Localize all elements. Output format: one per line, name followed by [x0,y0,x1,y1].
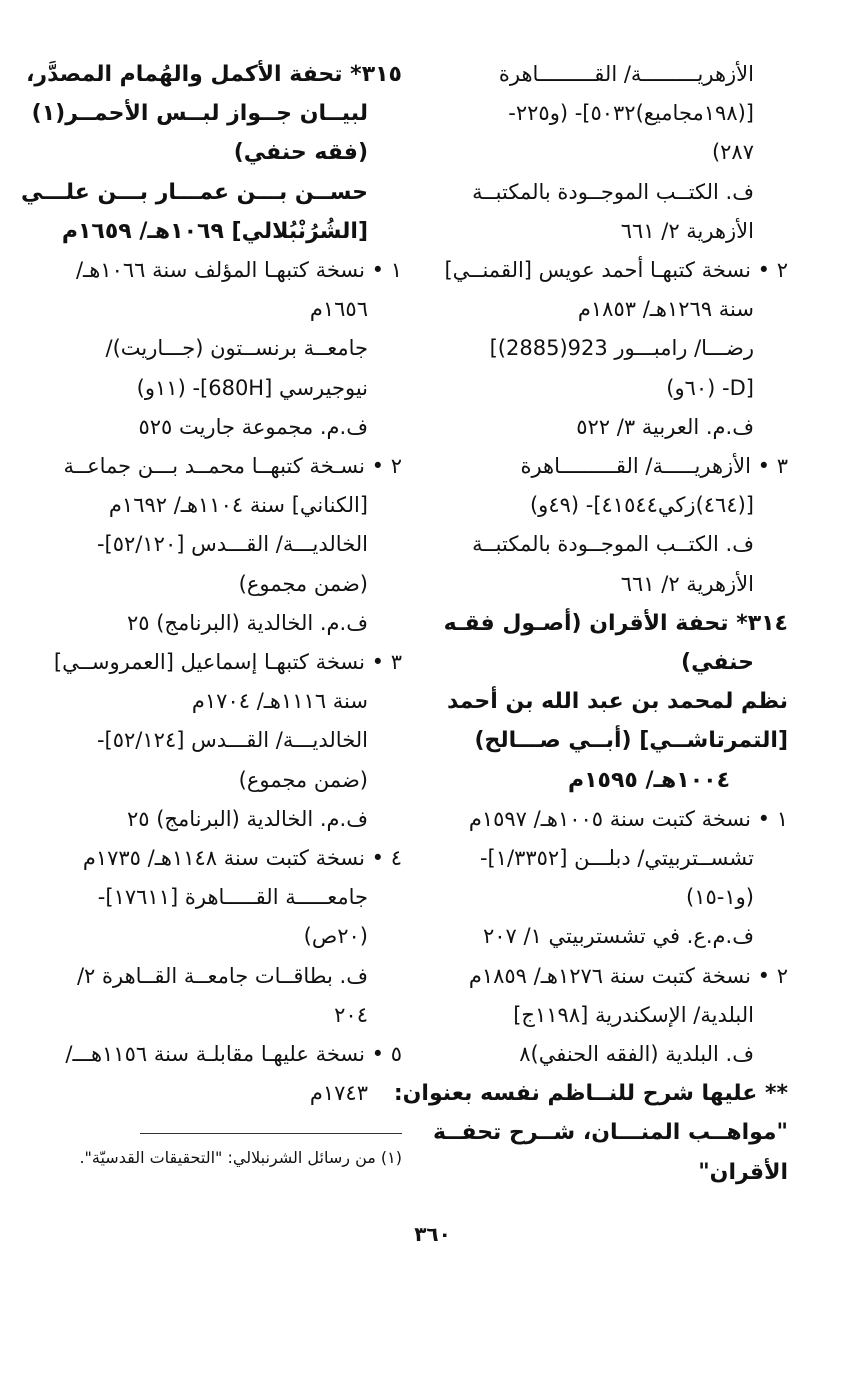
text-line: ١٧٤٣م [309,1081,368,1106]
text-line: حنفي) [681,650,754,676]
text-line: [(١٩٨مجاميع)٥٠٣٢]- (و٢٢٥- [508,101,754,126]
text-line: [الشُرُنْبُلالي] ١٠٦٩هـ/ ١٦٥٩م [61,218,368,244]
left-column [20,55,402,1113]
text-line: ٤ • نسخة كتبت سنة ١١٤٨هـ/ ١٧٣٥م [82,846,402,871]
text-line: تشســتربيتي/ دبلـــن [١/٣٣٥٢]- [479,846,754,871]
text-line: (ضمن مجموع) [238,767,368,792]
text-line: الأقران" [698,1159,788,1185]
text-line: ف.م.ع. في تشستربيتي ١/ ٢٠٧ [482,924,754,949]
text-line: الخالديـــة/ القـــدس [٥٢/١٢٠]- [96,532,368,557]
text-line: الخالديـــة/ القـــدس [٥٢/١٢٤]- [96,728,368,753]
text-line: ٥ • نسخة عليهـا مقابلـة سنة ١١٥٦هـــ/ [65,1042,402,1067]
text-line: ١٦٥٦م [309,297,368,322]
text-line: ف.م. الخالدية (البرنامج) ٢٥ [126,806,368,831]
text-line: سنة ١١١٦هـ/ ١٧٠٤م [191,689,368,714]
text-line: نيوجيرسي [680H]- (١١و) [136,375,368,400]
text-line: ١٠٠٤هـ/ ١٥٩٥م [567,767,730,793]
text-line: ف. بطاقــات جامعــة القــاهرة ٢/ [76,963,368,988]
text-line: جامعــة برنســتون (جـــاريت)/ [105,336,368,361]
text-line: ٢ • نسخة كتبت سنة ١٢٧٦هـ/ ١٨٥٩م [468,963,788,988]
text-line: (٢٠ص) [303,924,368,949]
text-line: [الكناني] سنة ١١٠٤هـ/ ١٦٩٢م [108,493,368,518]
text-line: [D- (٦٠و) [666,375,754,400]
text-line: حســن بـــن عمـــار بـــن علـــي [20,179,368,205]
text-line: (و١-١٥) [686,885,754,910]
text-line: (ضمن مجموع) [238,571,368,596]
text-line: ٢ • نسـخة كتبهــا محمــد بـــن جماعــة [63,454,402,479]
footnote: (١) من رسائل الشرنبلالي: "التحقيقات القدسيّة". [79,1148,402,1167]
text-line: [(٤٦٤)زكي٤١٥٤٤]- (٤٩و) [529,493,754,518]
text-line: نظم لمحمد بن عبد الله بن أحمد [446,689,788,715]
footnote-separator [140,1133,402,1134]
text-line: ١ • نسخة كتبهـا المؤلف سنة ١٠٦٦هـ/ [75,258,402,283]
text-line: ف.م. الخالدية (البرنامج) ٢٥ [126,610,368,635]
text-line: [التمرتاشــي] (أبــي صـــالح) [474,728,788,754]
text-line: الأزهريـــــــــة/ القـــــــــاهرة [498,62,754,86]
text-line: "مواهــب المنـــان، شــرح تحفــة [432,1120,788,1146]
text-line: لبيــان جــواز لبــس الأحمــر(١) [31,101,368,127]
right-column [393,55,788,1192]
text-line: ٢٨٧) [711,140,754,165]
text-line: ٣١٤* تحفة الأقران (أصـول فقـه [443,610,788,636]
text-line: (فقه حنفي) [233,140,368,166]
text-line: ** عليها شرح للنــاظم نفسه بعنوان: [393,1081,788,1107]
text-line: ف.م. مجموعة جاريت ٥٢٥ [138,414,368,439]
text-line: ف. الكتــب الموجــودة بالمكتبــة [472,179,754,204]
text-line: ٣١٥* تحفة الأكمل والهُمام المصدَّر، [26,62,402,87]
text-line: ٢ • نسخة كتبهـا أحمد عويس [القمنــي] [444,258,788,283]
text-line: ف.م. العربية ٣/ ٥٢٢ [576,414,754,439]
text-line: ف. الكتــب الموجــودة بالمكتبــة [472,532,754,557]
text-line: الأزهرية ٢/ ٦٦١ [620,218,754,243]
text-line: ٣ • نسخة كتبهـا إسماعيل [العمروســي] [53,650,402,675]
page-number: ٣٦٠ [414,1222,451,1246]
text-line: جامعـــــة القـــــاهرة [١٧٦١١]- [97,885,368,910]
text-line: رضـــا/ رامبـــور 923(2885)] [489,336,754,361]
text-line: ٢٠٤ [334,1002,368,1027]
text-line: البلدية/ الإسكندرية [١١٩٨ج] [513,1002,754,1027]
text-line: سنة ١٢٦٩هـ/ ١٨٥٣م [577,297,754,322]
text-line: الأزهرية ٢/ ٦٦١ [620,571,754,596]
text-line: ٣ • الأزهريـــــة/ القـــــــــاهرة [520,454,788,479]
text-line: ١ • نسخة كتبت سنة ١٠٠٥هـ/ ١٥٩٧م [468,806,788,831]
text-line: ف. البلدية (الفقه الحنفي)٨ [519,1042,754,1067]
